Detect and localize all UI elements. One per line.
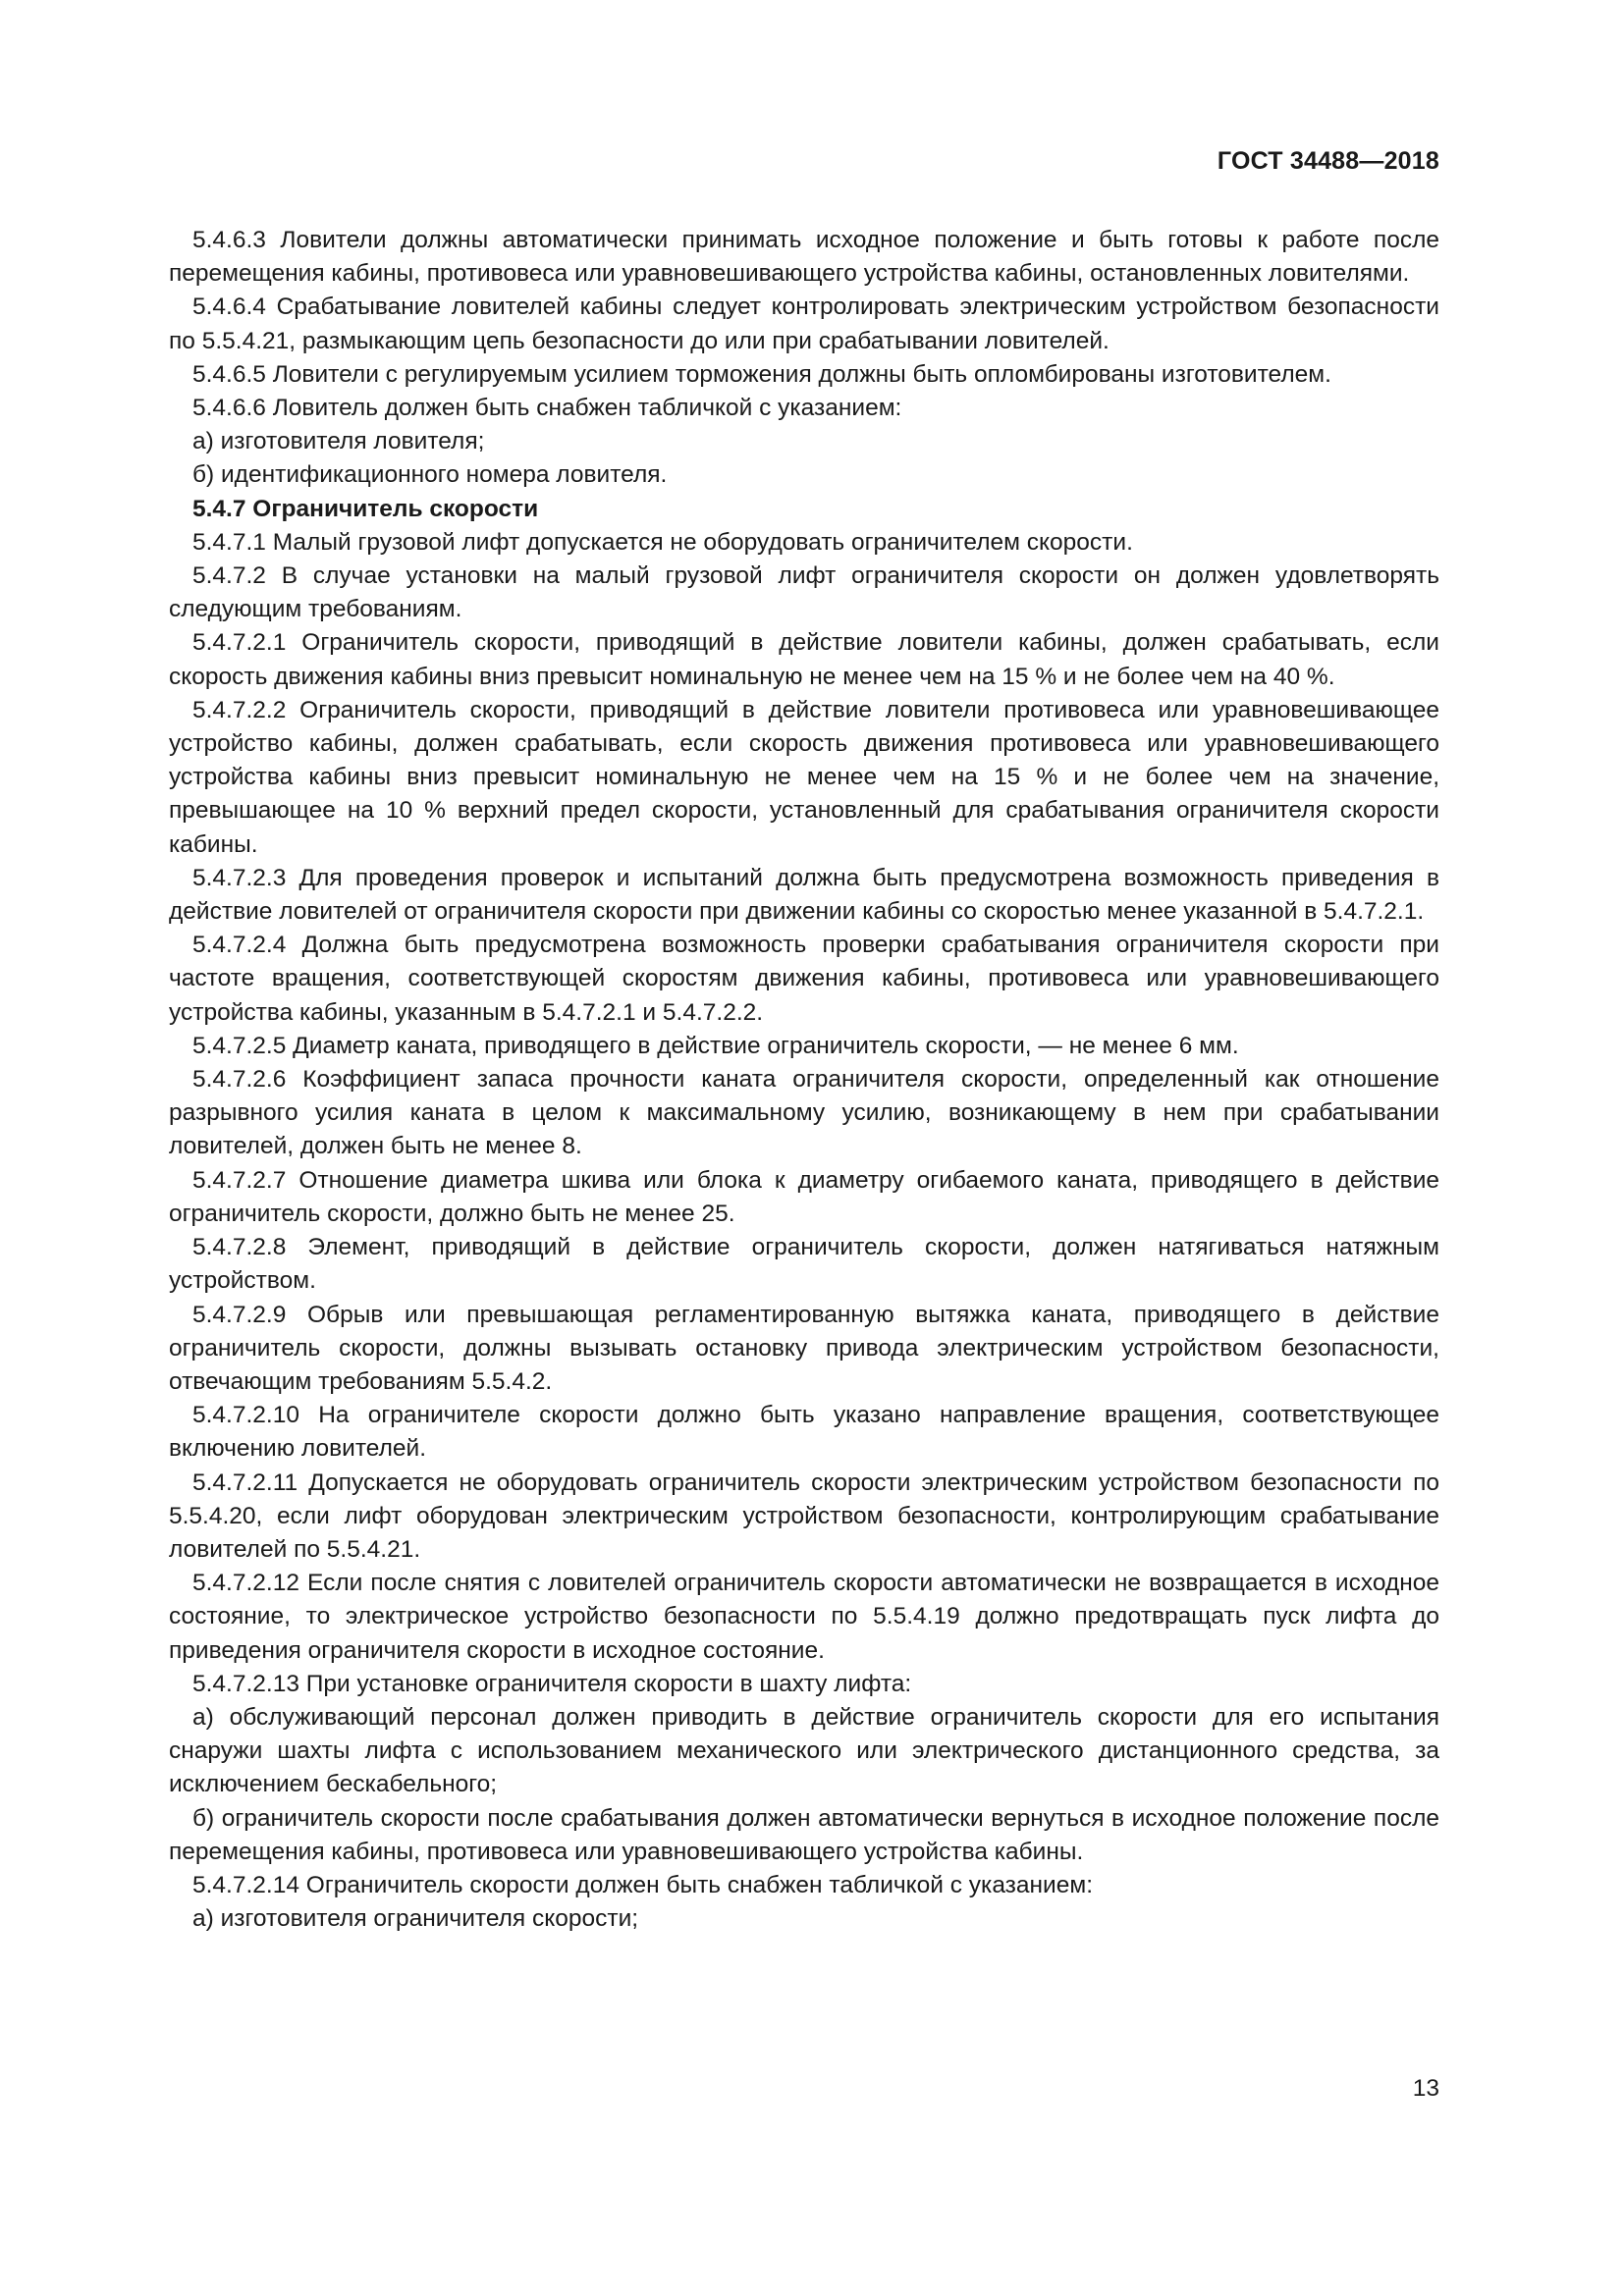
paragraph: 5.4.7.2.11 Допускается не оборудовать ограничитель скорости электрическим устройством безопасности по 5.5.4.20, если лифт оборудован электрическим устройством безопасности, контролирующим срабатывание ловителей по 5.5.4.21. <box>169 1468 1439 1563</box>
paragraph: б) ограничитель скорости после срабатывания должен автоматически вернуться в исходное положение после перемещения кабины, противовеса или уравновешивающего устройства кабины. <box>169 1804 1439 1865</box>
paragraph: 5.4.7.2.9 Обрыв или превышающая регламентированную вытяжка каната, приводящего в действие ограничитель скорости, должны вызывать остановку привода электрическим устройством безопасности, отвечающим требованиям 5.5.4.2. <box>169 1301 1439 1395</box>
paragraph: 5.4.6.4 Срабатывание ловителей кабины следует контролировать электрическим устройством безопасности по 5.5.4.21, размыкающим цепь безопасности до или при срабатывании ловителей. <box>169 294 1439 354</box>
paragraph: 5.4.7.2.12 Если после снятия с ловителей ограничитель скорости автоматически не возвращается в исходное состояние, то электрическое устройство безопасности по 5.5.4.19 должно предотвращать пуск лифта до приведения ограничителя скорости в исходное состояние. <box>169 1570 1439 1664</box>
paragraph: 5.4.6.5 Ловители с регулируемым усилием торможения должны быть опломбированы изготовителем. <box>192 360 1331 388</box>
paragraph: 5.4.7.2.2 Ограничитель скорости, приводящий в действие ловители противовеса или уравновешивающее устройство кабины, должен срабатывать, если скорость движения противовеса или уравновешивающего устройства кабины вниз превысит номинальную не менее чем на 15 % и не более чем на значение, превышающее на 10 % верхний предел скорости, установленный для срабатывания ограничителя скорости кабины. <box>169 696 1439 858</box>
paragraph: 5.4.7.1 Малый грузовой лифт допускается не оборудовать ограничителем скорости. <box>192 528 1133 556</box>
document-code-header: ГОСТ 34488—2018 <box>1217 147 1439 175</box>
paragraph: 5.4.7.2 В случае установки на малый грузовой лифт ограничителя скорости он должен удовлетворять следующим требованиям. <box>169 562 1439 623</box>
paragraph: 5.4.7.2.1 Ограничитель скорости, приводящий в действие ловители кабины, должен срабатывать, если скорость движения кабины вниз превысит номинальную не менее чем на 15 % и не более чем на 40 %. <box>169 629 1439 690</box>
paragraph: а) изготовителя ловителя; <box>192 428 485 455</box>
paragraph: а) обслуживающий персонал должен приводить в действие ограничитель скорости для его испытания снаружи шахты лифта с использованием механического или электрического дистанционного средства, за исключением бескабельного; <box>169 1703 1439 1798</box>
paragraph: 5.4.7.2.14 Ограничитель скорости должен быть снабжен табличкой с указанием: <box>192 1871 1094 1898</box>
paragraph: 5.4.7.2.7 Отношение диаметра шкива или блока к диаметру огибаемого каната, приводящего в действие ограничитель скорости, должно быть не менее 25. <box>169 1166 1439 1227</box>
paragraph: а) изготовителя ограничителя скорости; <box>192 1905 639 1933</box>
paragraph: б) идентификационного номера ловителя. <box>192 461 668 489</box>
paragraph: 5.4.7.2.6 Коэффициент запаса прочности каната ограничителя скорости, определенный как отношение разрывного усилия каната в целом к максимальному усилию, возникающему в нем при срабатывании ловителей, должен быть не менее 8. <box>169 1066 1439 1160</box>
paragraph: 5.4.7.2.3 Для проведения проверок и испытаний должна быть предусмотрена возможность приведения в действие ловителей от ограничителя скорости при движении кабины со скоростью менее указанной в 5.4.7.2.1. <box>169 864 1439 926</box>
paragraph: 5.4.7.2.4 Должна быть предусмотрена возможность проверки срабатывания ограничителя скорости при частоте вращения, соответствующей скоростям движения кабины, противовеса или уравновешивающего устройства кабины, указанным в 5.4.7.2.1 и 5.4.7.2.2. <box>169 932 1439 1026</box>
paragraph: 5.4.7.2.5 Диаметр каната, приводящего в действие ограничитель скорости, — не менее 6 мм. <box>192 1032 1239 1059</box>
page-number: 13 <box>1412 2075 1439 2102</box>
paragraph: 5.4.7.2.10 На ограничителе скорости должно быть указано направление вращения, соответствующее включению ловителей. <box>169 1402 1439 1463</box>
paragraph: 5.4.6.3 Ловители должны автоматически принимать исходное положение и быть готовы к работе после перемещения кабины, противовеса или уравновешивающего устройства кабины, остановленных ловителями. <box>169 227 1439 288</box>
paragraph: 5.4.6.6 Ловитель должен быть снабжен табличкой с указанием: <box>192 395 902 422</box>
section-heading: 5.4.7 Ограничитель скорости <box>192 495 539 522</box>
paragraph: 5.4.7.2.8 Элемент, приводящий в действие ограничитель скорости, должен натягиваться натяжным устройством. <box>169 1234 1439 1295</box>
document-body <box>169 224 1439 1936</box>
paragraph: 5.4.7.2.13 При установке ограничителя скорости в шахту лифта: <box>192 1670 912 1697</box>
